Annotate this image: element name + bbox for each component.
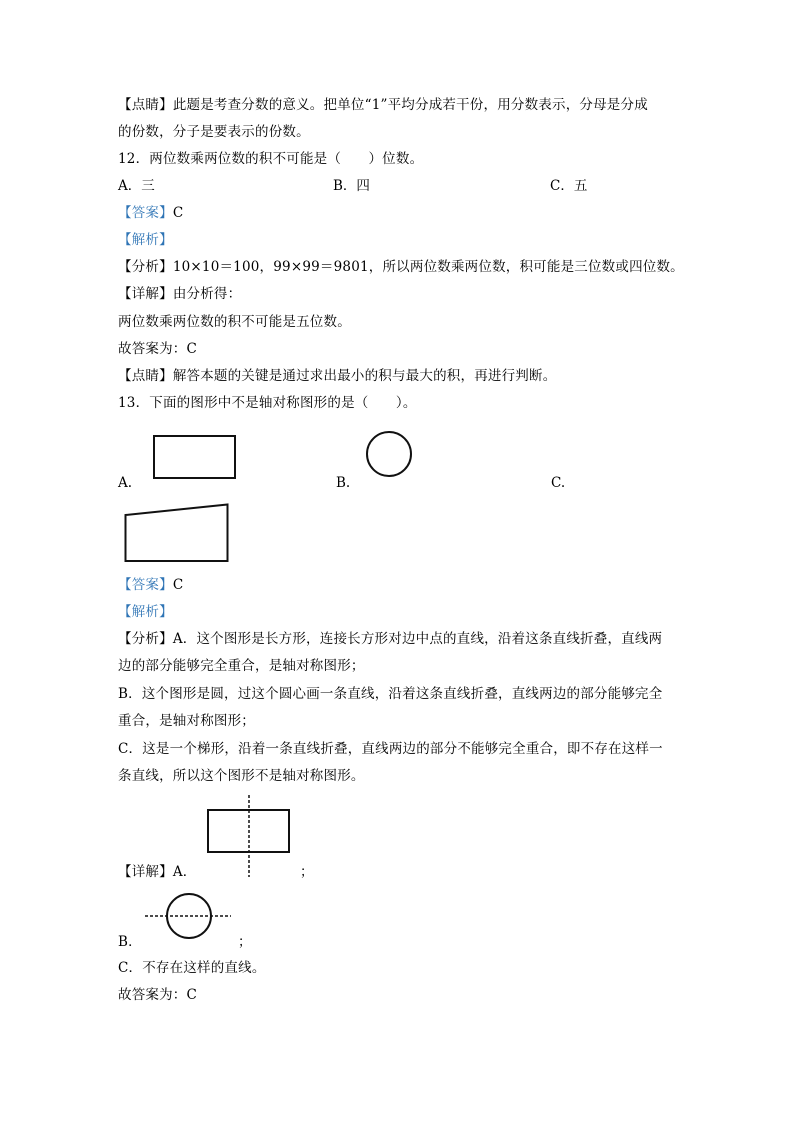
q13-option-c-label: C. (551, 475, 566, 491)
answer-label: 【答案】 (118, 205, 173, 221)
rectangle-figure (153, 435, 237, 480)
q13-xiangjie-a-end: ； (300, 864, 314, 880)
trapezoid-figure (124, 503, 230, 563)
q12-final-answer: 故答案为：C (118, 341, 198, 357)
q13-option-b-label: B. (336, 475, 351, 491)
q13-fenxi-line6: 条直线，所以这个图形不是轴对称图形。 (118, 768, 365, 784)
rectangle-with-symmetry-axis-figure (205, 795, 295, 880)
q13-fenxi-line3: B．这个图形是圆，过这个圆心画一条直线，沿着这条直线折叠，直线两边的部分能够完全 (118, 686, 663, 702)
dianjing-label: 【点睛】 (118, 97, 173, 113)
answer-value: C (172, 577, 184, 593)
q13-fenxi-line1: 【分析】A．这个图形是长方形，连接长方形对边中点的直线，沿着这条直线折叠，直线两 (118, 631, 663, 647)
q12-answer (118, 204, 183, 222)
q12-detail: 两位数乘两位数的积不可能是五位数。 (118, 314, 351, 330)
q13-xiangjie-a: 【详解】A． (118, 864, 197, 880)
xiangjie-label: 【详解】 (118, 864, 173, 880)
q13-stem: 13．下面的图形中不是轴对称图形的是（ ）。 (118, 395, 417, 411)
q13-final-answer: 故答案为：C (118, 987, 198, 1003)
answer-label: 【答案】 (118, 577, 173, 593)
q13-option-a-label: A. (118, 475, 133, 491)
q12-option-c: C．五 (550, 178, 588, 194)
q11-dianjing-line1: 【点睛】此题是考查分数的意义。把单位“1”平均分成若干份，用分数表示，分母是分成 (118, 97, 648, 113)
fenxi-label: 【分析】 (118, 631, 173, 647)
answer-value: C (172, 205, 184, 221)
q12-dianjing: 【点睛】解答本题的关键是通过求出最小的积与最大的积，再进行判断。 (118, 368, 557, 384)
dianjing-label: 【点睛】 (118, 368, 173, 384)
q13-fenxi-line5: C．这是一个梯形，沿着一条直线折叠，直线两边的部分不能够完全重合，即不存在这样一 (118, 741, 663, 757)
q12-xiangjie: 【详解】由分析得： (118, 286, 242, 302)
circle-with-symmetry-axis-figure (145, 892, 235, 942)
q13-xiangjie-c: C．不存在这样的直线。 (118, 960, 266, 976)
q12-option-a: A．三 (118, 178, 155, 194)
q13-xiangjie-b-end: ； (238, 934, 252, 950)
circle-figure (365, 430, 413, 478)
q12-fenxi: 【分析】10×10＝100，99×99＝9801，所以两位数乘两位数，积可能是三位数或四位数。 (118, 259, 684, 275)
q13-analysis-label: 【解析】 (118, 604, 173, 620)
fenxi-label: 【分析】 (118, 259, 173, 275)
q13-answer (118, 576, 183, 594)
q11-dianjing-line2: 的份数，分子是要表示的份数。 (118, 124, 310, 140)
q13-xiangjie-b: B． (118, 934, 142, 950)
q12-stem: 12．两位数乘两位数的积不可能是（ ）位数。 (118, 151, 424, 167)
q13-fenxi-line4: 重合，是轴对称图形； (118, 713, 255, 729)
q12-option-b: B．四 (333, 178, 370, 194)
q12-analysis-label: 【解析】 (118, 232, 173, 248)
q13-fenxi-line2: 边的部分能够完全重合，是轴对称图形； (118, 658, 365, 674)
xiangjie-label: 【详解】 (118, 286, 173, 302)
